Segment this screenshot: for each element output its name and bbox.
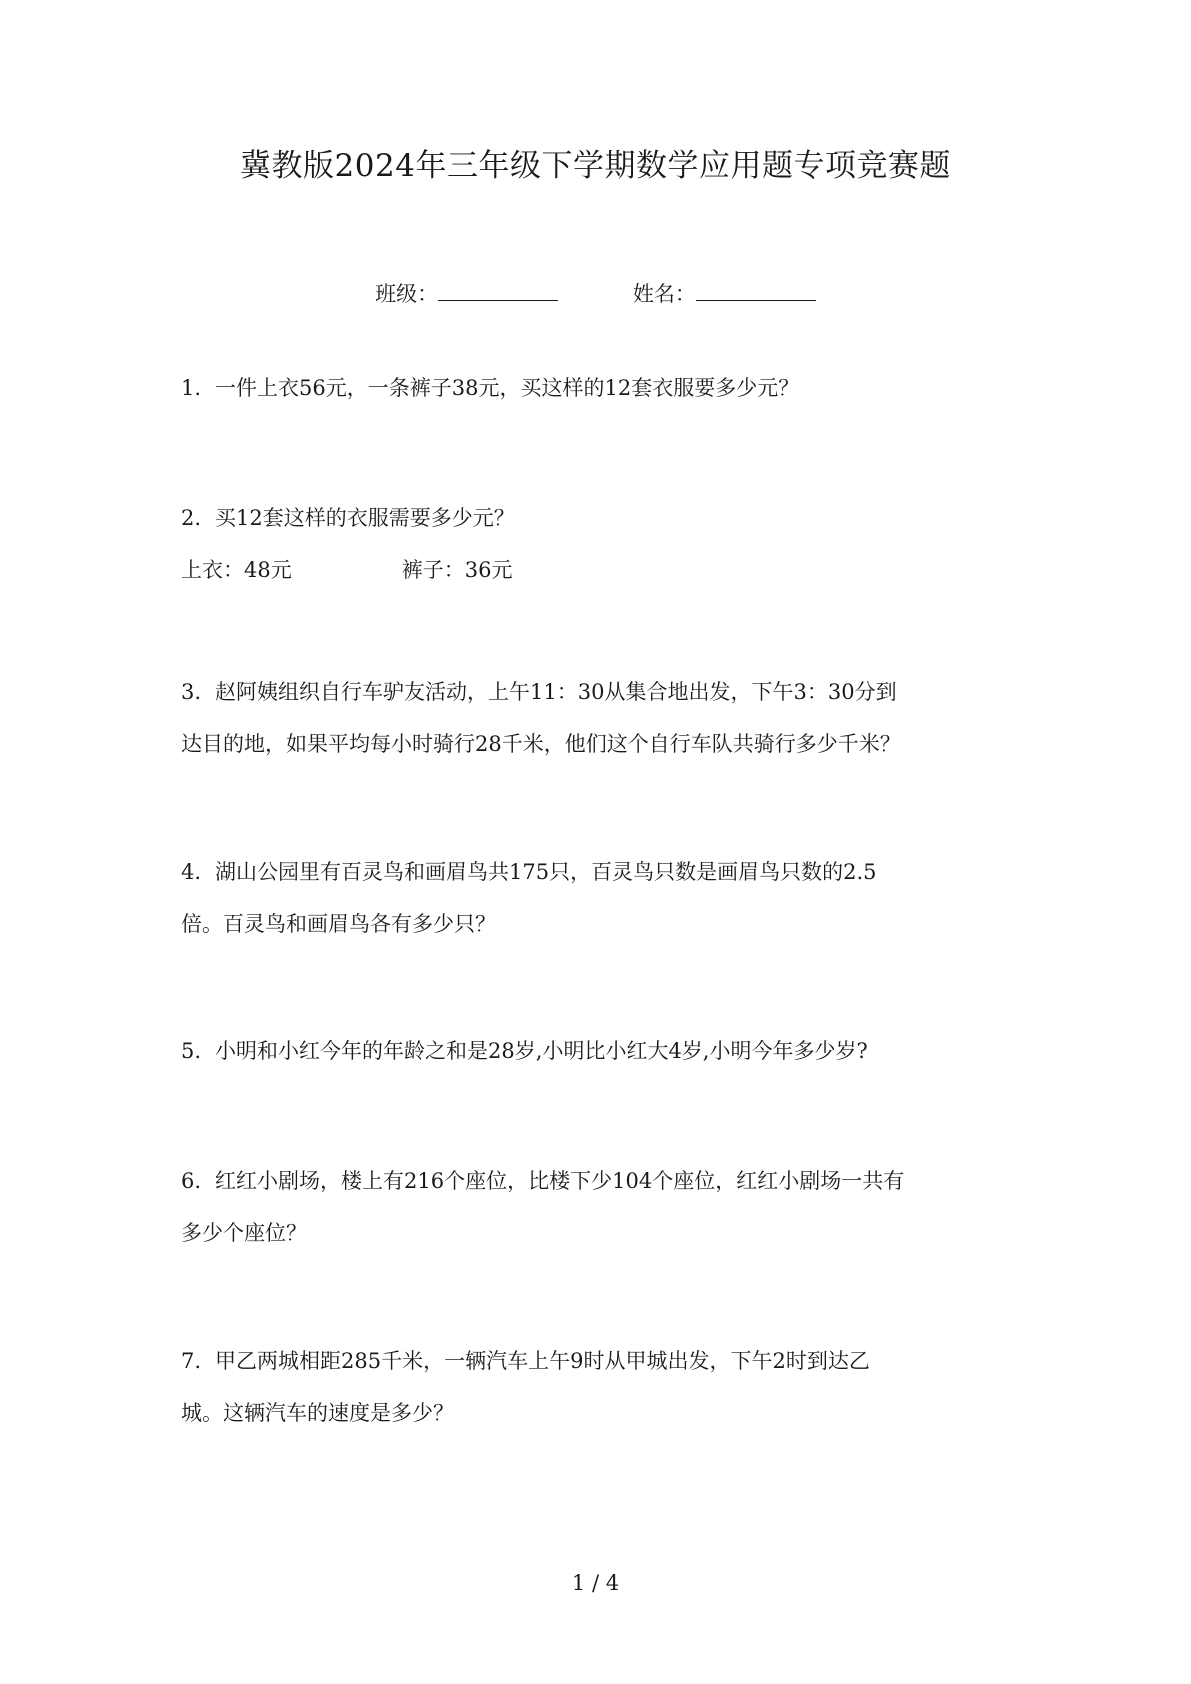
question-1 [181, 362, 1021, 414]
question-number: 5. [181, 1039, 202, 1063]
student-info-line [0, 278, 1191, 309]
question-text-line-2: 倍。百灵鸟和画眉鸟各有多少只？ [181, 912, 496, 936]
question-number: 3. [181, 680, 202, 704]
question-3 [181, 666, 1021, 770]
class-blank[interactable] [438, 278, 558, 301]
document-title: 冀教版2024年三年级下学期数学应用题专项竞赛题 [240, 148, 951, 184]
class-field [375, 278, 558, 309]
question-number: 2. [181, 506, 202, 530]
question-7 [181, 1335, 1021, 1439]
question-6 [181, 1155, 1021, 1259]
question-4 [181, 846, 1021, 950]
price-row [181, 544, 1021, 596]
question-2 [181, 492, 1021, 596]
question-text: 一件上衣56元，一条裤子38元，买这样的12套衣服要多少元？ [215, 376, 800, 400]
question-text: 小明和小红今年的年龄之和是28岁,小明比小红大4岁,小明今年多少岁? [215, 1039, 868, 1063]
question-text-line-1: 赵阿姨组织自行车驴友活动，上午11：30从集合地出发，下午3：30分到 [215, 680, 897, 704]
question-text-line-1: 湖山公园里有百灵鸟和画眉鸟共175只，百灵鸟只数是画眉鸟只数的2.5 [215, 860, 877, 884]
question-number: 1. [181, 376, 202, 400]
price-item-pants: 裤子：36元 [401, 558, 513, 582]
question-text-line-2: 达目的地，如果平均每小时骑行28千米，他们这个自行车队共骑行多少千米？ [181, 732, 901, 756]
name-field [633, 278, 816, 309]
question-text-line-2: 城。这辆汽车的速度是多少？ [181, 1401, 454, 1425]
question-text-line-2: 多少个座位？ [181, 1221, 307, 1245]
question-number: 6. [181, 1169, 202, 1193]
question-text: 买12套这样的衣服需要多少元？ [215, 506, 515, 530]
question-number: 7. [181, 1349, 202, 1373]
class-label: 班级： [375, 282, 439, 306]
name-blank[interactable] [696, 278, 816, 301]
page-number: 1 / 4 [571, 1571, 620, 1595]
question-5 [181, 1025, 1021, 1077]
question-text-line-1: 红红小剧场，楼上有216个座位，比楼下少104个座位，红红小剧场一共有 [215, 1169, 905, 1193]
name-label: 姓名： [632, 282, 696, 306]
price-item-jacket: 上衣：48元 [181, 558, 292, 582]
question-number: 4. [181, 860, 202, 884]
question-text-line-1: 甲乙两城相距285千米，一辆汽车上午9时从甲城出发，下午2时到达乙 [215, 1349, 870, 1373]
